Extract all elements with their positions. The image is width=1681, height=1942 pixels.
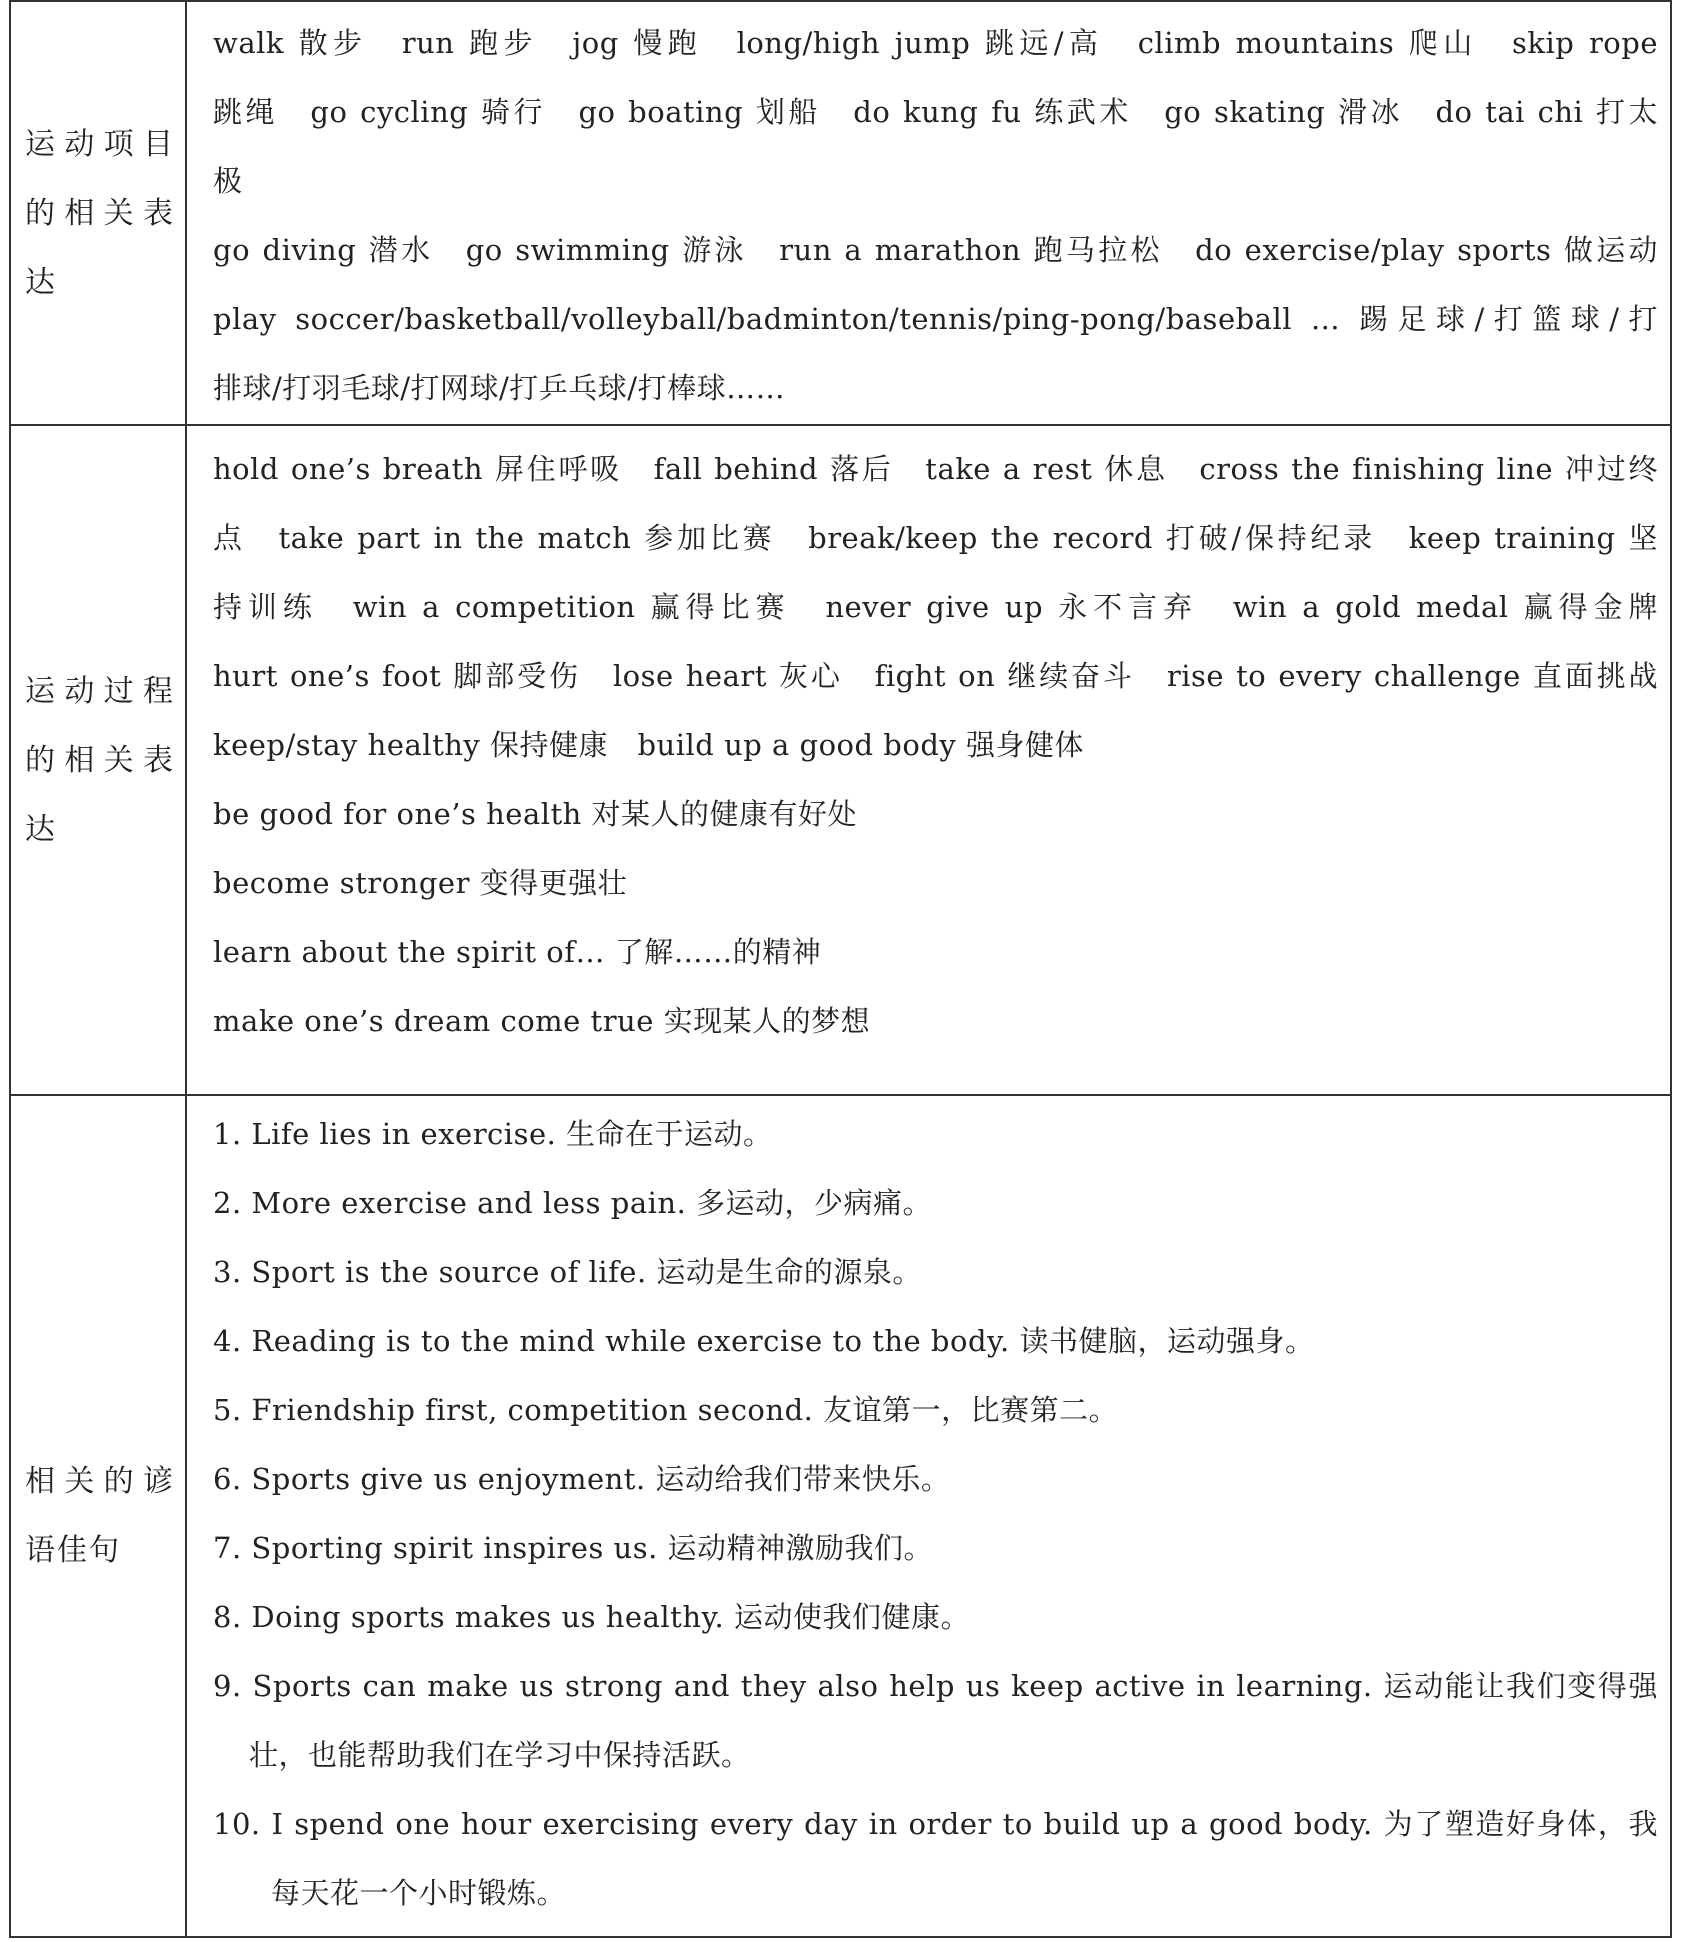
row-label: 运动项目的相关表达 bbox=[25, 126, 175, 300]
content-line: 持训练 win a competition 赢得比赛 never give up 永不言弃 win a gold medal 赢得金牌 bbox=[213, 590, 1658, 624]
proverb-line-continued: 每天花一个小时锻炼。 bbox=[271, 1876, 567, 1910]
content-line: 排球/打羽毛球/打网球/打乒乓球/打棒球…… bbox=[213, 371, 786, 405]
content-line: hurt one’s foot 脚部受伤 lose heart 灰心 fight on 继续奋斗 rise to every challenge 直面挑战 bbox=[213, 659, 1658, 693]
proverb-line-continued: 壮，也能帮助我们在学习中保持活跃。 bbox=[249, 1738, 751, 1772]
row-label-cell bbox=[11, 2, 187, 424]
table-row-sport-process bbox=[11, 426, 1670, 1096]
proverb-line: 9. Sports can make us strong and they also help us keep active in learning. 运动能让我们变得强 bbox=[213, 1669, 1658, 1703]
content-line: learn about the spirit of… 了解……的精神 bbox=[213, 935, 822, 969]
table-row-proverbs bbox=[11, 1096, 1670, 1936]
row-label: 运动过程的相关表达 bbox=[25, 673, 175, 847]
row-content-cell bbox=[187, 1096, 1670, 1936]
content-line: be good for one’s health 对某人的健康有好处 bbox=[213, 797, 858, 831]
proverb-line: 6. Sports give us enjoyment. 运动给我们带来快乐。 bbox=[213, 1462, 951, 1496]
content-line: go diving 潜水 go swimming 游泳 run a marathon 跑马拉松 do exercise/play sports 做运动 bbox=[213, 233, 1658, 267]
row-label-cell bbox=[11, 426, 187, 1094]
content-line: walk 散步 run 跑步 jog 慢跑 long/high jump 跳远/高 climb mountains 爬山 skip rope bbox=[213, 26, 1658, 60]
content-line: make one’s dream come true 实现某人的梦想 bbox=[213, 1004, 871, 1038]
proverb-line: 4. Reading is to the mind while exercise to the body. 读书健脑，运动强身。 bbox=[213, 1324, 1315, 1358]
content-line: play soccer/basketball/volleyball/badminton/tennis/ping-pong/baseball … 踢足球/打篮球/打 bbox=[213, 302, 1658, 336]
proverb-line: 3. Sport is the source of life. 运动是生命的源泉。 bbox=[213, 1255, 922, 1289]
proverb-line: 10. I spend one hour exercising every day in order to build up a good body. 为了塑造好身体，我 bbox=[213, 1807, 1658, 1841]
row-label-cell bbox=[11, 1096, 187, 1936]
content-line: 极 bbox=[213, 164, 243, 198]
content-line: 点 take part in the match 参加比赛 break/keep the record 打破/保持纪录 keep training 坚 bbox=[213, 521, 1658, 555]
proverb-line: 5. Friendship first, competition second. 友谊第一，比赛第二。 bbox=[213, 1393, 1119, 1427]
content-line: become stronger 变得更强壮 bbox=[213, 866, 628, 900]
proverb-line: 8. Doing sports makes us healthy. 运动使我们健康。 bbox=[213, 1600, 970, 1634]
vocabulary-table bbox=[9, 0, 1672, 1938]
row-content-cell bbox=[187, 426, 1670, 1094]
content-line: 跳绳 go cycling 骑行 go boating 划船 do kung fu 练武术 go skating 滑冰 do tai chi 打太 bbox=[213, 95, 1658, 129]
row-label: 相关的谚语佳句 bbox=[25, 1464, 175, 1568]
proverb-line: 1. Life lies in exercise. 生命在于运动。 bbox=[213, 1117, 773, 1151]
content-line: hold one’s breath 屏住呼吸 fall behind 落后 take a rest 休息 cross the finishing line 冲过终 bbox=[213, 452, 1658, 486]
table-row-sport-events bbox=[11, 2, 1670, 426]
content-line: keep/stay healthy 保持健康 build up a good body 强身健体 bbox=[213, 728, 1084, 762]
proverb-line: 7. Sporting spirit inspires us. 运动精神激励我们。 bbox=[213, 1531, 934, 1565]
row-content-cell bbox=[187, 2, 1670, 424]
proverb-line: 2. More exercise and less pain. 多运动，少病痛。 bbox=[213, 1186, 933, 1220]
